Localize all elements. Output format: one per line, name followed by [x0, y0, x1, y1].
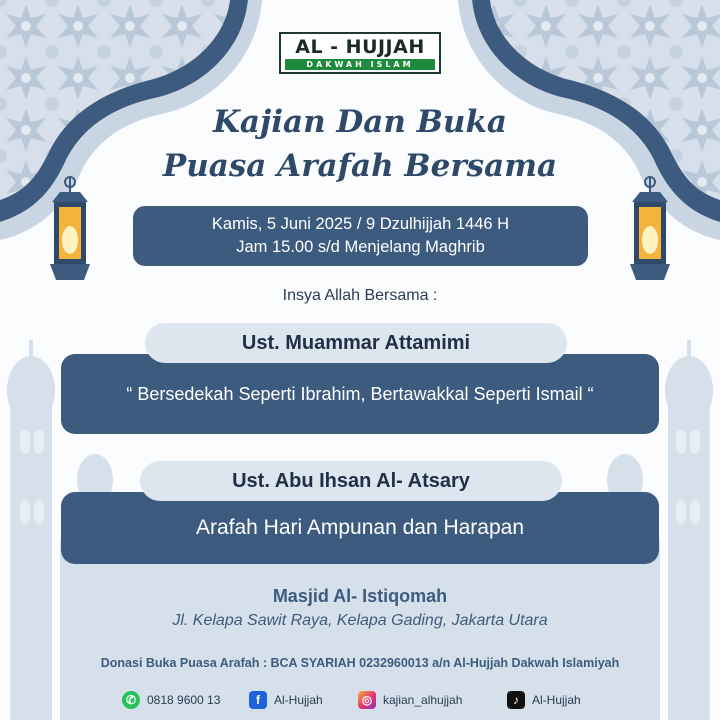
schedule-date: Kamis, 5 Juni 2025 / 9 Dzulhijjah 1446 H — [211, 215, 510, 233]
facebook-icon: f — [249, 691, 267, 709]
whatsapp-label: 0818 9600 13 — [147, 693, 221, 707]
logo-subtitle: DAKWAH ISLAM — [285, 59, 435, 70]
social-instagram[interactable] — [358, 690, 462, 710]
speakers-intro: Insya Allah Bersama : — [282, 287, 438, 304]
social-tiktok[interactable] — [507, 690, 581, 710]
logo-title: AL - HUJJAH — [295, 36, 425, 58]
tiktok-icon: ♪ — [507, 691, 525, 709]
event-title-line-2: Puasa Arafah Bersama — [162, 148, 558, 184]
schedule-time: Jam 15.00 s/d Menjelang Maghrib — [236, 238, 485, 256]
whatsapp-icon: ✆ — [122, 691, 140, 709]
tiktok-label: Al-Hujjah — [532, 693, 581, 707]
donation-info: Donasi Buka Puasa Arafah : BCA SYARIAH 0232960013 a/n Al-Hujjah Dakwah Islamiyah — [100, 656, 620, 670]
speaker-1-topic: “ Bersedekah Seperti Ibrahim, Bertawakkal Seperti Ismail “ — [61, 354, 659, 434]
social-whatsapp[interactable] — [122, 690, 220, 710]
speaker-2-topic: Arafah Hari Ampunan dan Harapan — [61, 492, 659, 564]
facebook-label: Al-Hujjah — [274, 693, 323, 707]
speaker-2-name: Ust. Abu Ihsan Al- Atsary — [140, 461, 562, 501]
instagram-icon: ◎ — [358, 691, 376, 709]
event-title-line-1: Kajian Dan Buka — [212, 104, 508, 140]
venue-name: Masjid Al- Istiqomah — [272, 586, 448, 606]
organization-logo — [279, 32, 441, 74]
speaker-1-name: Ust. Muammar Attamimi — [145, 323, 567, 363]
instagram-label: kajian_alhujjah — [383, 693, 463, 707]
social-facebook[interactable] — [249, 690, 323, 710]
schedule-box — [133, 206, 588, 266]
venue-address: Jl. Kelapa Sawit Raya, Kelapa Gading, Jakarta Utara — [172, 612, 548, 629]
